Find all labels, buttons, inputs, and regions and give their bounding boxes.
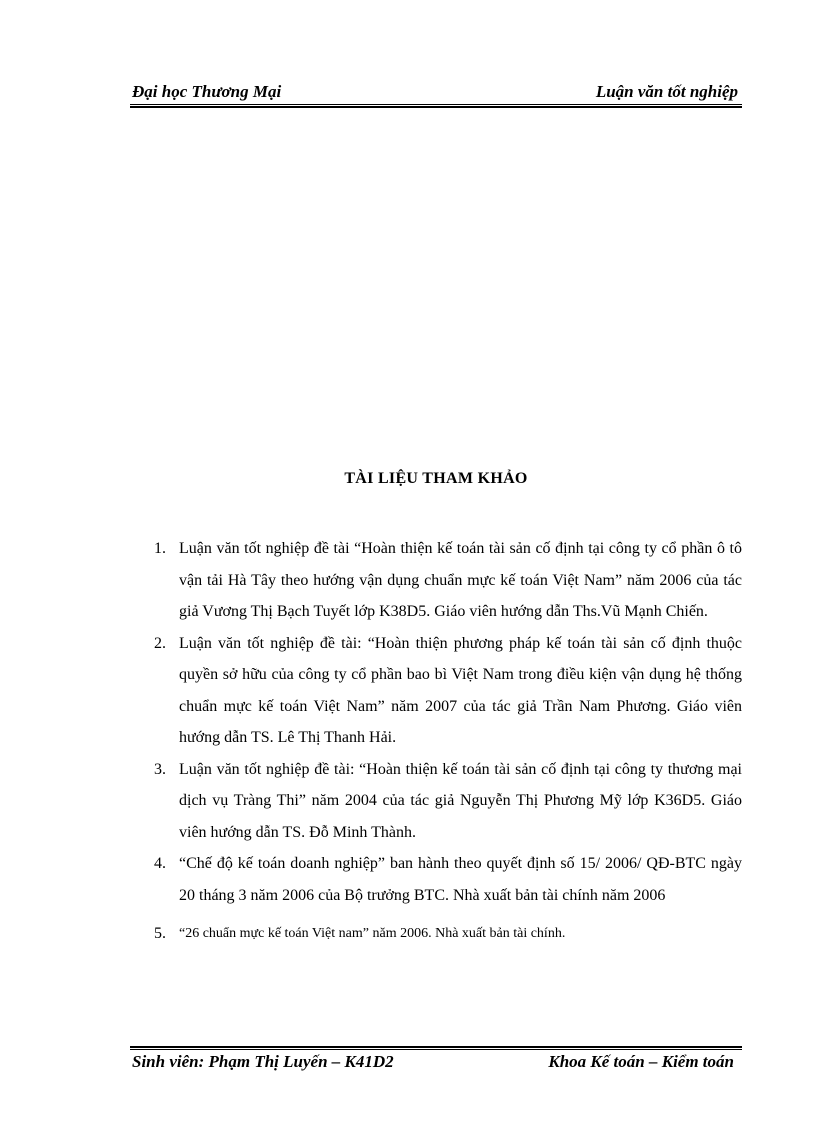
reference-number: 5.	[154, 925, 166, 942]
reference-item-2	[130, 628, 742, 754]
reference-number: 1.	[154, 540, 166, 557]
footer-student: Sinh viên: Phạm Thị Luyến – K41D2	[132, 1052, 394, 1071]
reference-text: Luận văn tốt nghiệp đề tài: “Hoàn thiện kế toán tài sản cố định tại công ty thương mại dịch vụ Tràng Thi” năm 2004 của tác giả Nguyễn Thị Phương Mỹ lớp K36D5. Giáo viên hướng dẫn TS. Đỗ Minh Thành.	[179, 760, 742, 841]
reference-item-1	[130, 533, 742, 628]
header-rule-thick	[130, 106, 742, 108]
reference-text: “26 chuẩn mực kế toán Việt nam” năm 2006. Nhà xuất bản tài chính.	[179, 926, 566, 941]
reference-number: 3.	[154, 760, 166, 778]
footer-faculty: Khoa Kế toán – Kiểm toán	[548, 1052, 734, 1071]
page-footer	[130, 1050, 742, 1074]
reference-list	[130, 533, 742, 947]
page-header	[130, 80, 742, 104]
reference-number: 4.	[154, 855, 166, 872]
page-title: TÀI LIỆU THAM KHẢO	[344, 470, 528, 487]
reference-text: “Chế độ kế toán doanh nghiệp” ban hành theo quyết định số 15/ 2006/ QĐ-BTC ngày 20 tháng 3 năm 2006 của Bộ trưởng BTC. Nhà xuất bản tài chính năm 2006	[179, 855, 742, 904]
header-university: Đại học Thương Mại	[132, 82, 282, 101]
header-document-type: Luận văn tốt nghiệp	[595, 82, 738, 101]
reference-text: Luận văn tốt nghiệp đề tài: “Hoàn thiện phương pháp kế toán tài sản cố định thuộc quyền sở hữu của công ty cổ phần bao bì Việt Nam trong điều kiện vận dụng hệ thống chuẩn mực kế toán Việt Nam” năm 2007 của tác giả Trần Nam Phương. Giáo viên hướng dẫn TS. Lê Thị Thanh Hải.	[179, 634, 742, 746]
reference-item-3	[130, 754, 742, 849]
reference-number: 2.	[154, 634, 166, 652]
footer-rule-thick	[130, 1046, 742, 1048]
reference-text: Luận văn tốt nghiệp đề tài “Hoàn thiện kế toán tài sản cố định tại công ty cổ phần ô tô vận tải Hà Tây theo hướng vận dụng chuẩn mực kế toán Việt Nam” năm 2006 của tác giả Vương Thị Bạch Tuyết lớp K38D5. Giáo viên hướng dẫn Ths.Vũ Mạnh Chiến.	[179, 540, 742, 620]
header-rule-thin	[130, 104, 742, 105]
reference-item-4	[130, 848, 742, 911]
reference-item-5	[130, 921, 742, 947]
